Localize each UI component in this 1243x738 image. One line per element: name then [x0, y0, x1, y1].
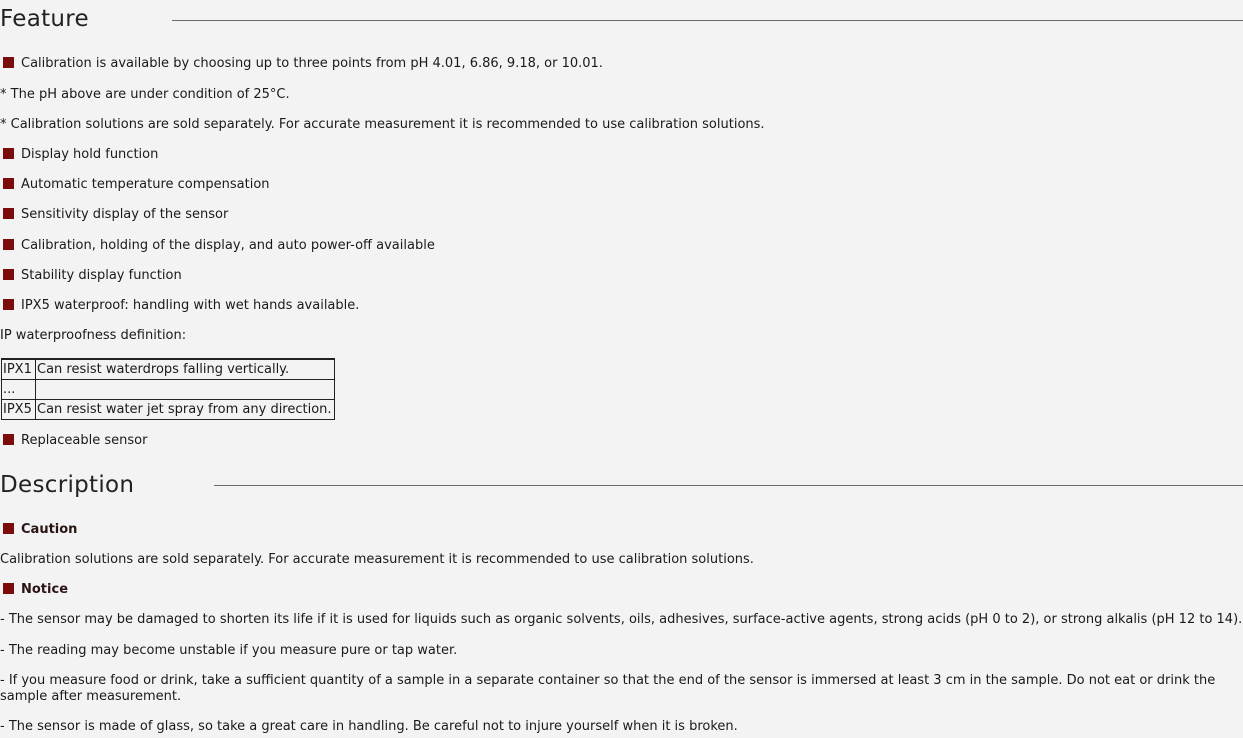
bullet-square-icon	[3, 583, 14, 594]
feature-item-label: Stability display function	[21, 268, 182, 283]
feature-note-temperature: * The pH above are under condition of 25°C.	[0, 87, 290, 102]
feature-item-waterproof	[0, 298, 359, 314]
notice-item-food: - If you measure food or drink, take a sufficient quantity of a sample in a separate container so that the end of the sensor is immersed at least 3 cm in the sample. Do not eat or drink the sample after measurement.	[0, 673, 1216, 704]
table-cell: Can resist water jet spray from any direction.	[36, 400, 335, 420]
table-cell: ...	[2, 380, 36, 400]
bullet-square-icon	[3, 208, 14, 219]
feature-item-sensitivity	[0, 207, 228, 223]
caution-text: Calibration solutions are sold separately. For accurate measurement it is recommended to use calibration solutions.	[0, 552, 754, 567]
table-cell: IPX5	[2, 400, 36, 420]
caution-title	[0, 522, 77, 538]
feature-item-display-hold	[0, 147, 158, 163]
feature-item-replaceable-sensor	[0, 433, 147, 449]
notice-title	[0, 582, 68, 598]
description-heading-row	[0, 470, 134, 500]
bullet-square-icon	[3, 178, 14, 189]
table-cell: IPX1	[2, 359, 36, 380]
feature-item-label: IPX5 waterproof: handling with wet hands available.	[21, 298, 360, 313]
notice-item-damage: - The sensor may be damaged to shorten its life if it is used for liquids such as organic solvents, oils, adhesives, surface-active agents, strong acids (pH 0 to 2), or strong alkalis (pH 12 to 14).	[0, 612, 1243, 627]
feature-item-label: Replaceable sensor	[21, 433, 148, 448]
bullet-square-icon	[3, 239, 14, 250]
description-divider	[214, 485, 1243, 486]
feature-item-stability	[0, 268, 182, 284]
feature-item-label: Calibration is available by choosing up to three points from pH 4.01, 6.86, 9.18, or 10.01.	[21, 56, 603, 71]
feature-item-label: Display hold function	[21, 147, 159, 162]
description-heading: Description	[0, 472, 135, 498]
feature-item-temp-compensation	[0, 177, 270, 193]
bullet-square-icon	[3, 57, 14, 68]
caution-title-label: Caution	[21, 522, 78, 537]
feature-note-solutions: * Calibration solutions are sold separately. For accurate measurement it is recommended to use calibration solutions.	[0, 117, 765, 132]
bullet-square-icon	[3, 434, 14, 445]
table-row	[2, 380, 335, 400]
table-cell	[36, 380, 335, 400]
feature-divider	[172, 20, 1243, 21]
notice-item-unstable: - The reading may become unstable if you measure pure or tap water.	[0, 643, 458, 658]
feature-item-label: Automatic temperature compensation	[21, 177, 270, 192]
feature-heading: Feature	[0, 6, 90, 32]
notice-item-glass: - The sensor is made of glass, so take a great care in handling. Be careful not to injure yourself when it is broken.	[0, 719, 738, 734]
table-cell: Can resist waterdrops falling vertically.	[36, 359, 335, 380]
bullet-square-icon	[3, 523, 14, 534]
feature-item-calibration	[0, 56, 603, 72]
ip-definition-table	[1, 358, 335, 420]
feature-heading-row	[0, 4, 89, 34]
bullet-square-icon	[3, 299, 14, 310]
table-row	[2, 400, 335, 420]
bullet-square-icon	[3, 269, 14, 280]
bullet-square-icon	[3, 148, 14, 159]
feature-item-label: Sensitivity display of the sensor	[21, 207, 229, 222]
notice-title-label: Notice	[21, 582, 69, 597]
ip-definition-label: IP waterproofness definition:	[0, 328, 187, 343]
table-row	[2, 359, 335, 380]
feature-item-label: Calibration, holding of the display, and auto power-off available	[21, 238, 435, 253]
feature-item-auto-power-off	[0, 238, 435, 254]
